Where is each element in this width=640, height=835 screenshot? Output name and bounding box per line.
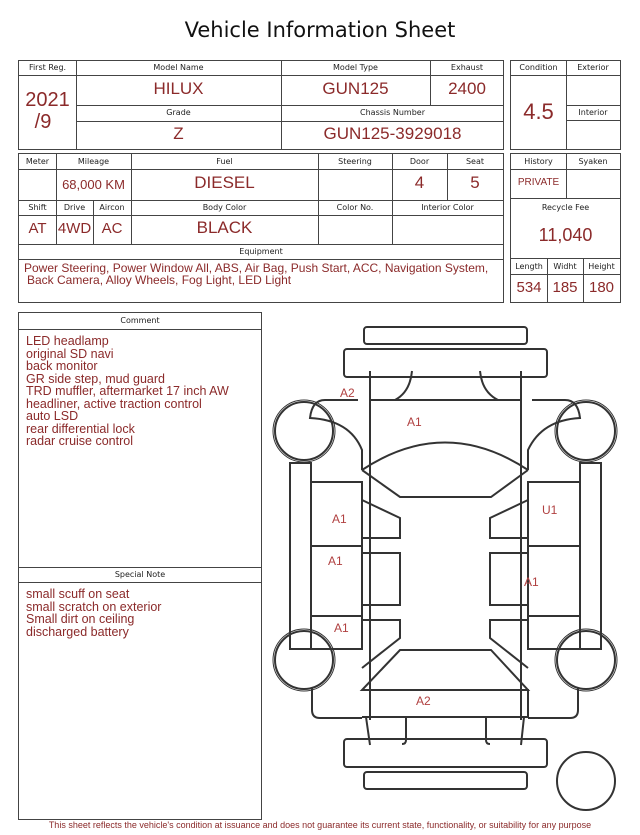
front-left-fender [310, 400, 362, 470]
special-note-list [26, 588, 258, 638]
special-note-line: small scuff on seat [26, 587, 130, 601]
first-reg-month: /9 [34, 111, 52, 133]
vehicle-details-table [18, 153, 504, 303]
rear-bumper-bottom [364, 772, 527, 789]
syaken-label: Syaken [578, 157, 608, 166]
rear-right-fender [528, 688, 578, 718]
seat-label: Seat [465, 157, 485, 166]
exhaust-value: 2400 [448, 79, 486, 98]
comment-line: back monitor [26, 359, 98, 373]
front-bumper-top [364, 327, 527, 344]
exhaust-label: Exhaust [450, 63, 484, 72]
history-value: PRIVATE [517, 177, 560, 188]
special-note-line: small scratch on exterior [26, 599, 162, 614]
comment-line: TRD muffler, aftermarket 17 inch AW [26, 384, 229, 398]
special-note-label: Special Note [114, 570, 166, 579]
height-value: 180 [588, 279, 615, 296]
recycle-fee-value: 11,040 [538, 225, 593, 245]
body-color-label: Body Color [202, 203, 247, 212]
meter-label: Meter [25, 157, 50, 166]
model-type-value: GUN125 [322, 79, 389, 98]
condition-label: Condition [519, 63, 558, 72]
history-label: History [524, 157, 553, 166]
equipment-label: Equipment [239, 247, 283, 256]
equipment-line-1: Power Steering, Power Window All, ABS, Air Bag, Push Start, ACC, Navigation System, [24, 261, 489, 275]
dimensions-table [510, 258, 621, 303]
comment-line: LED headlamp [26, 334, 109, 348]
mileage-value: 68,000 KM [62, 177, 125, 192]
windshield [362, 443, 528, 471]
front-right-wheel [557, 402, 615, 460]
condition-value: 4.5 [523, 99, 554, 124]
comment-label: Comment [120, 316, 160, 325]
front-bumper [344, 349, 547, 377]
interior-color-label: Interior Color [421, 203, 474, 212]
equipment-line-2: Back Camera, Alloy Wheels, Fog Light, LED Light [27, 273, 292, 287]
aircon-label: Aircon [99, 203, 125, 212]
comment-line: auto LSD [26, 409, 79, 423]
comment-line: headliner, active traction control [26, 396, 202, 411]
length-label: Length [515, 262, 543, 271]
interior-label: Interior [578, 108, 608, 117]
vehicle-damage-diagram [270, 320, 630, 815]
comment-line: rear differential lock [26, 421, 135, 436]
recycle-fee-table [510, 198, 621, 259]
comment-panel [18, 312, 262, 820]
chassis-value: GUN125-3929018 [323, 124, 462, 143]
front-right-fender [528, 400, 580, 470]
rear-bumper [344, 739, 547, 767]
model-type-label: Model Type [333, 63, 378, 72]
comment-list [26, 335, 258, 448]
front-left-wheel [275, 402, 333, 460]
recycle-fee-label: Recycle Fee [541, 203, 590, 212]
comment-line: original SD navi [26, 346, 114, 361]
page-title: Vehicle Information Sheet [184, 18, 456, 42]
first-reg-label: First Reg. [28, 63, 67, 72]
disclaimer-footer: This sheet reflects the vehicle's condition at issuance and does not guarantee its current state, functionality, or suitability for any purpose [48, 820, 592, 830]
rear-right-wheel [557, 631, 615, 689]
shift-label: Shift [28, 203, 47, 212]
door-value: 4 [414, 173, 425, 192]
history-table [510, 153, 621, 199]
damage-mark: A1 [332, 512, 347, 526]
shift-value: AT [28, 220, 47, 237]
mileage-label: Mileage [77, 157, 110, 166]
model-name-label: Model Name [153, 63, 204, 72]
rear-left-wheel [275, 631, 333, 689]
fuel-label: Fuel [216, 157, 233, 166]
damage-mark: A1 [524, 575, 539, 589]
special-note-line: Small dirt on ceiling [26, 612, 135, 626]
condition-table [510, 60, 621, 150]
spare-wheel [557, 752, 615, 810]
height-label: Height [588, 262, 615, 271]
damage-mark: U1 [542, 503, 558, 517]
special-note-line: discharged battery [26, 624, 129, 639]
damage-mark: A1 [334, 621, 349, 635]
comment-line: GR side step, mud guard [26, 371, 165, 386]
exterior-label: Exterior [577, 63, 609, 72]
rear-left-fender [312, 688, 362, 718]
aircon-value: AC [101, 220, 123, 237]
damage-mark: A1 [328, 554, 343, 568]
comment-line: radar cruise control [26, 434, 133, 448]
damage-mark: A2 [416, 694, 431, 708]
width-label: Widht [553, 262, 577, 271]
first-reg-year: 2021 [25, 89, 70, 111]
grade-label: Grade [166, 108, 191, 117]
drive-value: 4WD [57, 220, 92, 237]
chassis-label: Chassis Number [360, 108, 425, 117]
steering-label: Steering [338, 157, 372, 166]
seat-value: 5 [470, 173, 480, 192]
fuel-value: DIESEL [194, 173, 255, 192]
body-color-value: BLACK [196, 218, 253, 237]
drive-label: Drive [63, 203, 86, 212]
hood [370, 371, 521, 720]
damage-mark: A2 [340, 386, 355, 400]
damage-mark: A1 [407, 415, 422, 429]
model-name-value: HILUX [153, 79, 204, 98]
grade-value: Z [173, 124, 184, 143]
width-value: 185 [552, 279, 578, 296]
rear-window [362, 650, 528, 690]
vehicle-main-table [18, 60, 504, 150]
color-no-label: Color No. [336, 203, 374, 212]
door-label: Door [409, 157, 430, 166]
length-value: 534 [516, 279, 542, 296]
